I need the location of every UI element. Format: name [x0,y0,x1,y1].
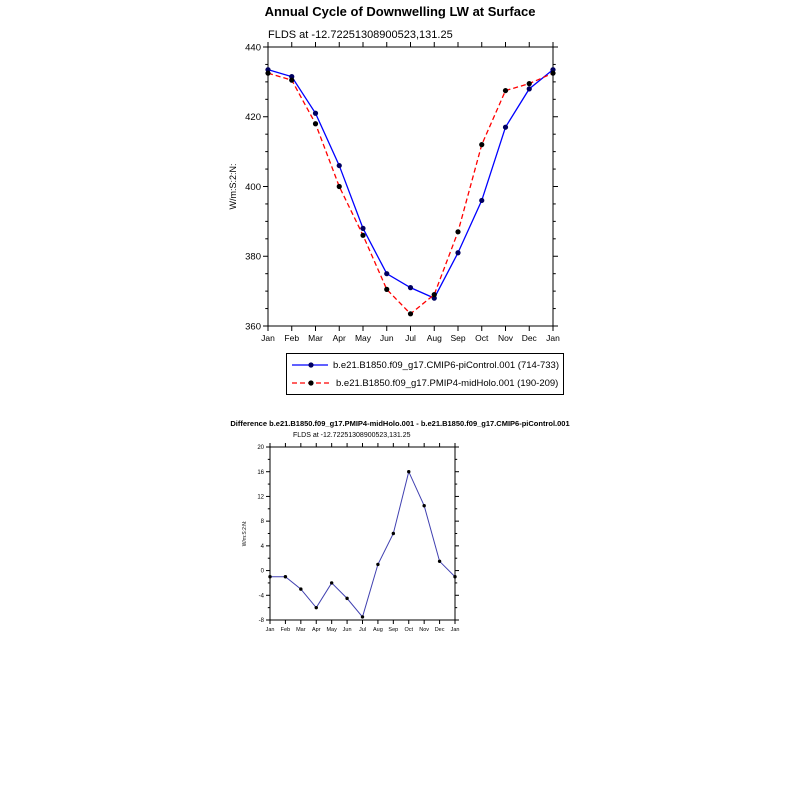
svg-text:-8: -8 [258,618,264,625]
svg-text:Aug: Aug [426,333,442,343]
svg-text:8: 8 [260,519,264,526]
svg-text:Jan: Jan [450,627,460,633]
difference-subtitle: FLDS at -12.72251308900523,131.25 [293,432,411,439]
svg-text:440: 440 [245,42,261,54]
svg-text:360: 360 [245,321,261,333]
svg-text:Apr: Apr [332,333,346,343]
legend [286,353,564,395]
difference-title: Difference b.e21.B1850.f09_g17.PMIP4-midHolo.001 - b.e21.B1850.f09_g17.CMIP6-piControl.001 [230,419,570,428]
svg-text:Nov: Nov [497,333,514,343]
svg-text:Jul: Jul [358,627,367,633]
svg-text:420: 420 [245,112,261,124]
legend-row-picontrol [291,357,559,373]
svg-text:Jan: Jan [546,333,560,343]
svg-text:-4: -4 [258,593,264,600]
svg-text:20: 20 [257,445,264,452]
svg-text:W/m:S:2:N:: W/m:S:2:N: [228,163,238,210]
svg-text:Jan: Jan [261,333,275,343]
svg-text:Aug: Aug [373,627,383,633]
svg-text:May: May [326,627,337,633]
svg-text:380: 380 [245,251,261,263]
svg-text:Oct: Oct [404,627,414,633]
svg-text:Feb: Feb [280,627,291,633]
legend-label-midholo: b.e21.B1850.f09_g17.PMIP4-midHolo.001 (190-209) [336,377,559,389]
svg-text:Dec: Dec [434,627,445,633]
svg-text:Jun: Jun [342,627,352,633]
svg-text:0: 0 [260,568,264,575]
svg-text:Sep: Sep [450,333,466,343]
annual-cycle-title: Annual Cycle of Downwelling LW at Surface [264,4,536,19]
svg-text:Feb: Feb [284,333,300,343]
svg-text:Nov: Nov [419,627,430,633]
svg-text:Apr: Apr [311,627,321,633]
svg-text:400: 400 [245,181,261,193]
svg-text:16: 16 [257,469,264,476]
svg-text:12: 12 [257,494,264,501]
legend-row-midholo [291,375,559,391]
svg-text:Dec: Dec [521,333,537,343]
picontrol-line-sample-icon [291,359,328,371]
svg-text:Jan: Jan [265,627,275,633]
svg-text:Oct: Oct [475,333,489,343]
svg-text:May: May [354,333,372,343]
annual-cycle-plot [220,40,580,350]
svg-text:Jul: Jul [405,333,416,343]
svg-text:Sep: Sep [388,627,399,633]
midholo-line-sample-icon [291,377,331,389]
svg-text:Mar: Mar [308,333,323,343]
svg-text:W/m:S:2:N:: W/m:S:2:N: [242,520,248,547]
difference-plot [230,440,510,640]
svg-text:Mar: Mar [296,627,306,633]
svg-text:Jun: Jun [379,333,394,343]
legend-label-picontrol: b.e21.B1850.f09_g17.CMIP6-piControl.001 (714-733) [332,359,559,371]
annual-cycle-subtitle: FLDS at -12.72251308900523,131.25 [268,29,453,41]
svg-text:4: 4 [260,543,264,550]
